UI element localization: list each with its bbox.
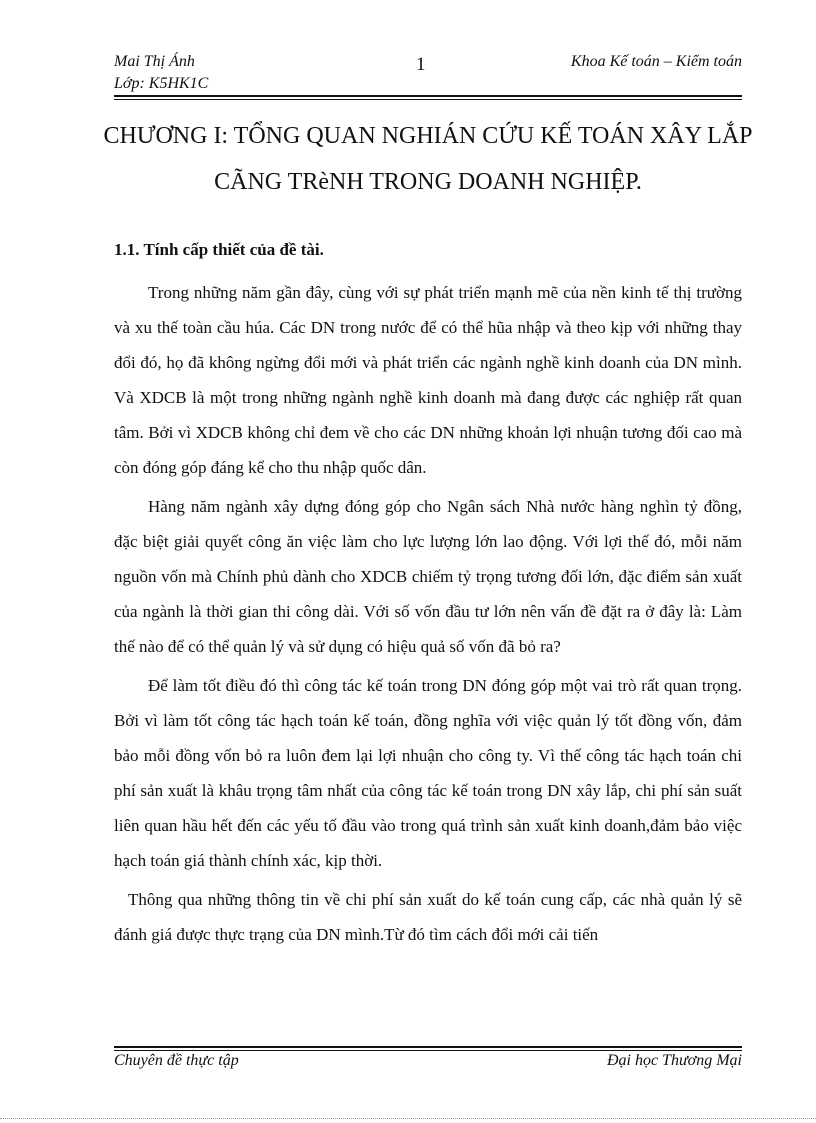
header-department: Khoa Kế toán – Kiểm toán bbox=[570, 53, 742, 70]
header-author: Mai Thị Ánh bbox=[114, 53, 195, 70]
header-rule bbox=[114, 95, 742, 97]
paragraph: Trong những năm gần đây, cùng với sự phát triển mạnh mẽ của nền kinh tế thị trường và xu thế toàn cầu húa. Các DN trong nước để có thể hũa nhập và theo kịp với những thay đổi đó, họ đã không ngừng đổi mới và phát triển các ngành nghề kinh doanh của DN mình. Và XDCB là một trong những ngành nghề kinh doanh mà đang được các nghiệp rất quan tâm. Bởi vì XDCB không chỉ đem về cho các DN những khoản lợi nhuận tương đối cao mà còn đóng góp đáng kể cho thu nhập quốc dân. bbox=[114, 283, 742, 477]
section-heading: 1.1. Tính cấp thiết của đề tài. bbox=[114, 240, 324, 259]
body-text bbox=[114, 275, 742, 956]
paragraph: Thông qua những thông tin về chi phí sản xuất do kế toán cung cấp, các nhà quản lý sẽ đánh giá được thực trạng của DN mình.Từ đó tìm cách đổi mới cải tiến bbox=[114, 890, 742, 944]
page-edge-divider bbox=[0, 1118, 816, 1119]
paragraph: Hàng năm ngành xây dựng đóng góp cho Ngân sách Nhà nước hàng nghìn tỷ đồng, đặc biệt giải quyết công ăn việc làm cho lực lượng lớn lao động. Với lợi thế đó, mỗi năm nguồn vốn mà Chính phủ dành cho XDCB chiếm tỷ trọng tương đối lớn, đặc điểm sản xuất của ngành là thời gian thi công dài. Với số vốn đầu tư lớn nên vấn đề đặt ra ở đây là: Làm thế nào để có thể quản lý và sử dụng có hiệu quả số vốn đã bỏ ra? bbox=[114, 497, 742, 656]
header-class: Lớp: K5HK1C bbox=[114, 75, 209, 92]
page-number: 1 bbox=[416, 54, 426, 75]
footer-left: Chuyên đề thực tập bbox=[114, 1052, 239, 1069]
footer-rule bbox=[114, 1046, 742, 1048]
page-footer bbox=[114, 1052, 742, 1076]
chapter-title: CHƯƠNG I: TỔNG QUAN NGHIÁN CỨU KẾ TOÁN XÂY LẮP CÃNG TRèNH TRONG DOANH NGHIỆP. bbox=[103, 123, 753, 195]
footer-right: Đại học Thương Mại bbox=[606, 1052, 742, 1069]
header-rule-thin bbox=[114, 99, 742, 100]
footer-rule-thin bbox=[114, 1050, 742, 1051]
paragraph: Để làm tốt điều đó thì công tác kế toán trong DN đóng góp một vai trò rất quan trọng. Bởi vì làm tốt công tác hạch toán kế toán, đồng nghĩa với việc quản lý tốt đồng vốn, đảm bảo mỗi đồng vốn bỏ ra luôn đem lại lợi nhuận cho công ty. Vì thế công tác hạch toán chi phí sản xuất là khâu trọng tâm nhất của công tác kế toán trong DN xây lắp, chi phí sản suất liên quan hầu hết đến các yếu tố đầu vào trong quá trình sản xuất kinh doanh,đảm bảo việc hạch toán giá thành chính xác, kịp thời. bbox=[114, 676, 742, 870]
page-header bbox=[114, 50, 742, 96]
